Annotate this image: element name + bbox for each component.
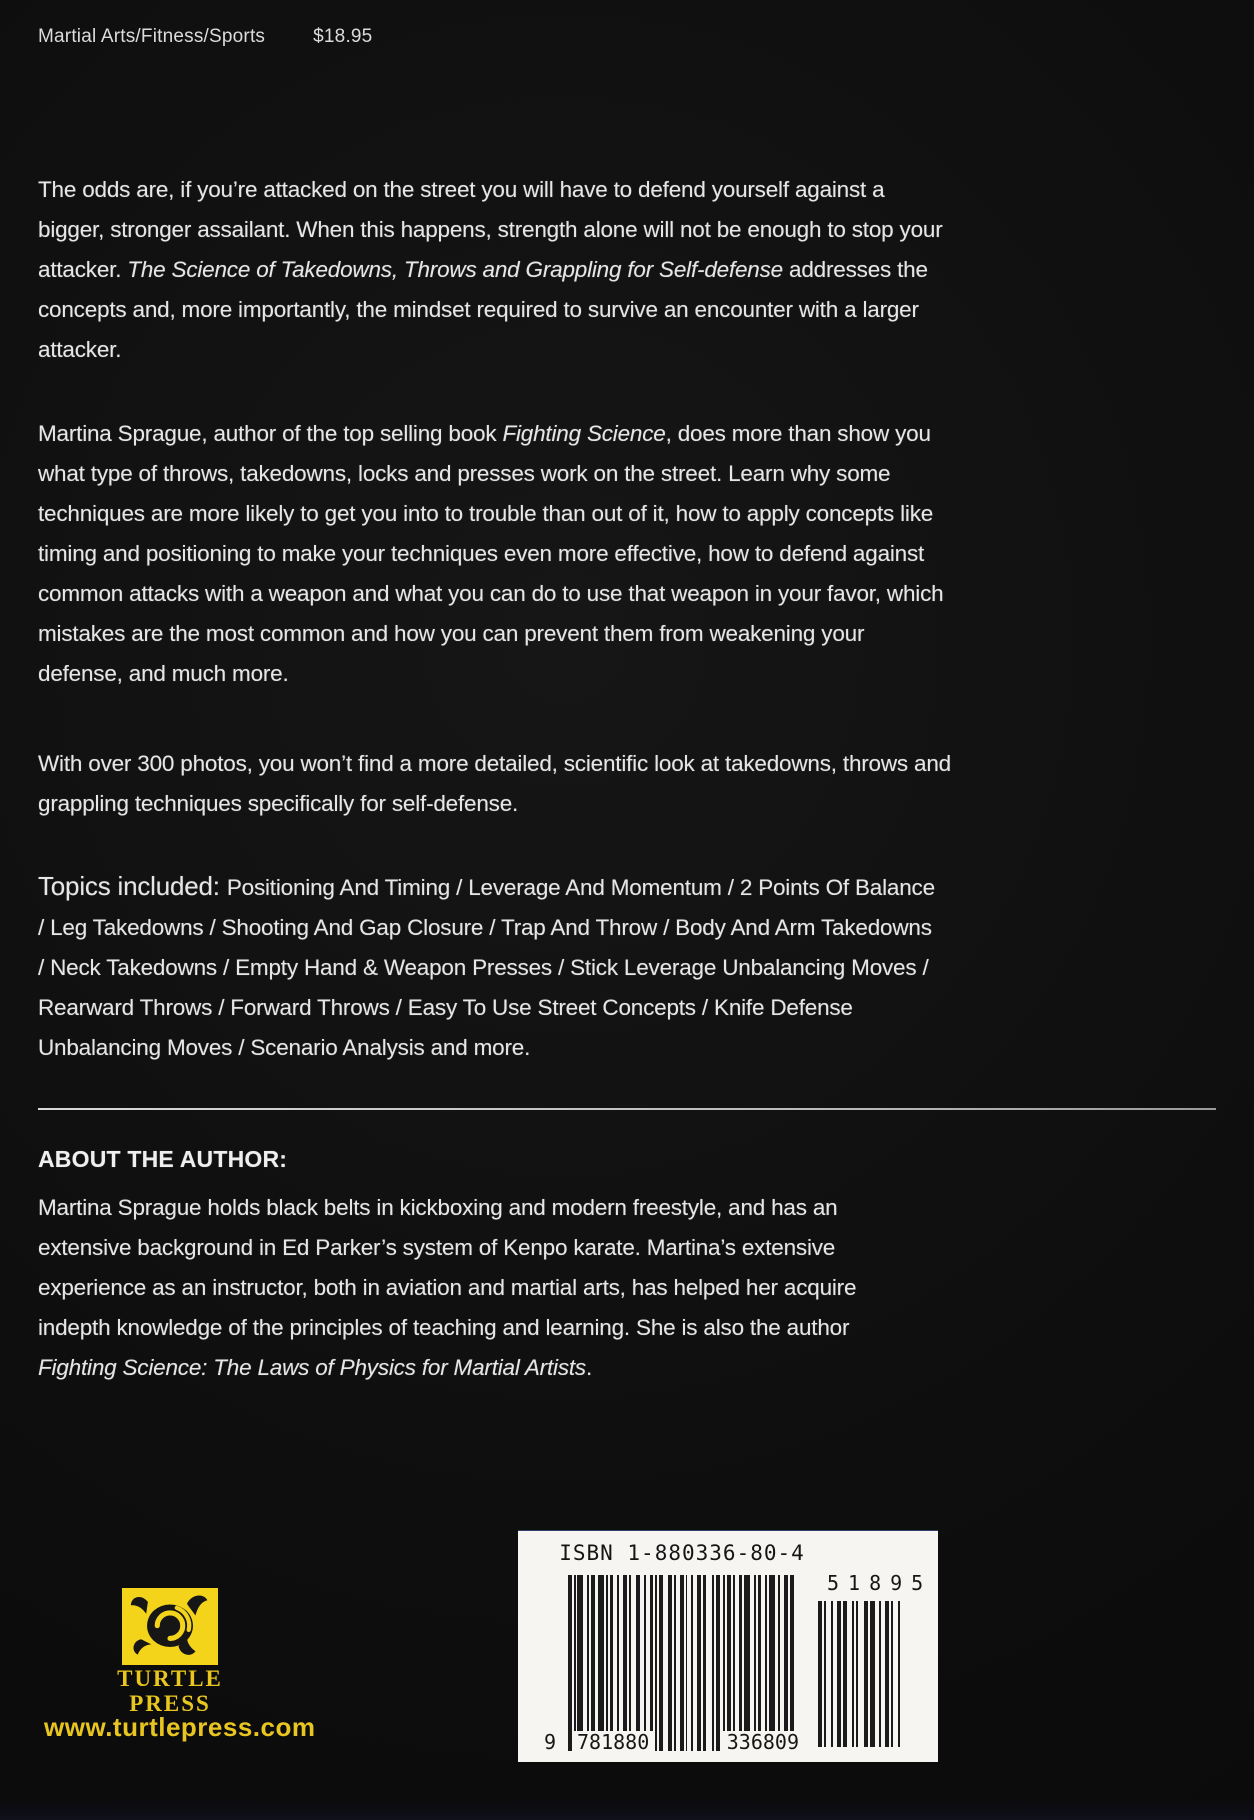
ean-digits (573, 1731, 803, 1753)
turtle-press-logo (122, 1588, 218, 1665)
about-author-paragraph (38, 1188, 918, 1388)
category-label: Martial Arts/Fitness/Sports (38, 26, 266, 47)
ean5-supplement-barcode (818, 1571, 933, 1751)
ean13-barcode (544, 1575, 808, 1754)
scan-edge (0, 1798, 1254, 1820)
topics-list: Positioning And Timing / Leverage And Momentum / 2 Points Of Balance / Leg Takedowns / Shooting And Gap Closure / Trap And Throw / Body And Arm Takedowns / Neck Takedowns / Empty Hand & Weapon Presses / Stick Leverage Unbalancing Moves / Rearward Throws / Forward Throws / Easy To Use Street Concepts / Knife Defense Unbalancing Moves / Scenario Analysis and more. (38, 875, 935, 1060)
book-title-italic: The Science of Takedowns, Throws and Grappling for Self-defense (127, 257, 783, 282)
isbn-label: ISBN 1-880336-80-4 (559, 1541, 805, 1565)
about-text-b: . (585, 1355, 593, 1380)
price-label: $18.95 (313, 26, 373, 47)
synopsis-paragraph-1 (38, 170, 943, 370)
about-author-heading: ABOUT THE AUTHOR: (38, 1146, 288, 1172)
supplement-price-code: 51895 (827, 1571, 933, 1595)
publisher-name (100, 1666, 240, 1716)
synopsis-1-text-b: addresses the concepts and, more importantly, the mindset required to survive an encounter with a larger attacker. (38, 257, 928, 362)
topics-lead-label: Topics included: (38, 871, 227, 901)
turtle-icon (127, 1590, 213, 1663)
synopsis-paragraph-2 (38, 414, 953, 694)
publisher-name-line1: TURTLE (117, 1666, 223, 1691)
fighting-science-italic: Fighting Science (502, 421, 666, 446)
ean-digit-group-2: 336809 (723, 1731, 803, 1753)
publisher-name-line2: PRESS (129, 1691, 211, 1716)
ean-digit-group-1: 781880 (573, 1731, 653, 1753)
supplement-bars (818, 1601, 914, 1747)
publisher-website: www.turtlepress.com (44, 1712, 316, 1742)
ean-lead-digit: 9 (544, 1730, 557, 1754)
barcode-bars (568, 1575, 808, 1751)
isbn-barcode (518, 1531, 938, 1762)
synopsis-1-text-a: The odds are, if you’re attacked on the street you will have to defend yourself against a bigger, stronger assailant. When this happens, strength alone will not be enough to stop your attacker. (38, 177, 943, 282)
about-text-a: Martina Sprague holds black belts in kickboxing and modern freestyle, and has an extensive background in Ed Parker’s system of Kenpo karate. Martina’s extensive experience as an instructor, both in aviation and martial arts, has helped her acquire indepth knowledge of the principles of teaching and learning. She is also the author (38, 1195, 857, 1340)
section-divider (38, 1108, 1216, 1110)
fighting-science-laws-italic: Fighting Science: The Laws of Physics for Martial Artists (38, 1355, 586, 1380)
synopsis-2-text-a: Martina Sprague, author of the top selling book (38, 421, 503, 446)
topics-paragraph (38, 866, 943, 1068)
header-row (38, 26, 372, 48)
synopsis-paragraph-3: With over 300 photos, you won’t find a more detailed, scientific look at takedowns, throws and grappling techniques specifically for self-defense. (38, 751, 951, 816)
synopsis-2-text-b: , does more than show you what type of throws, takedowns, locks and presses work on the street. Learn why some techniques are more likely to get you into to trouble than out of it, how to apply concepts like timing and positioning to make your techniques even more effective, how to defend against common attacks with a weapon and what you can do to use that weapon in your favor, which mistakes are the most common and how you can prevent them from weakening your defense, and much more. (38, 421, 944, 686)
